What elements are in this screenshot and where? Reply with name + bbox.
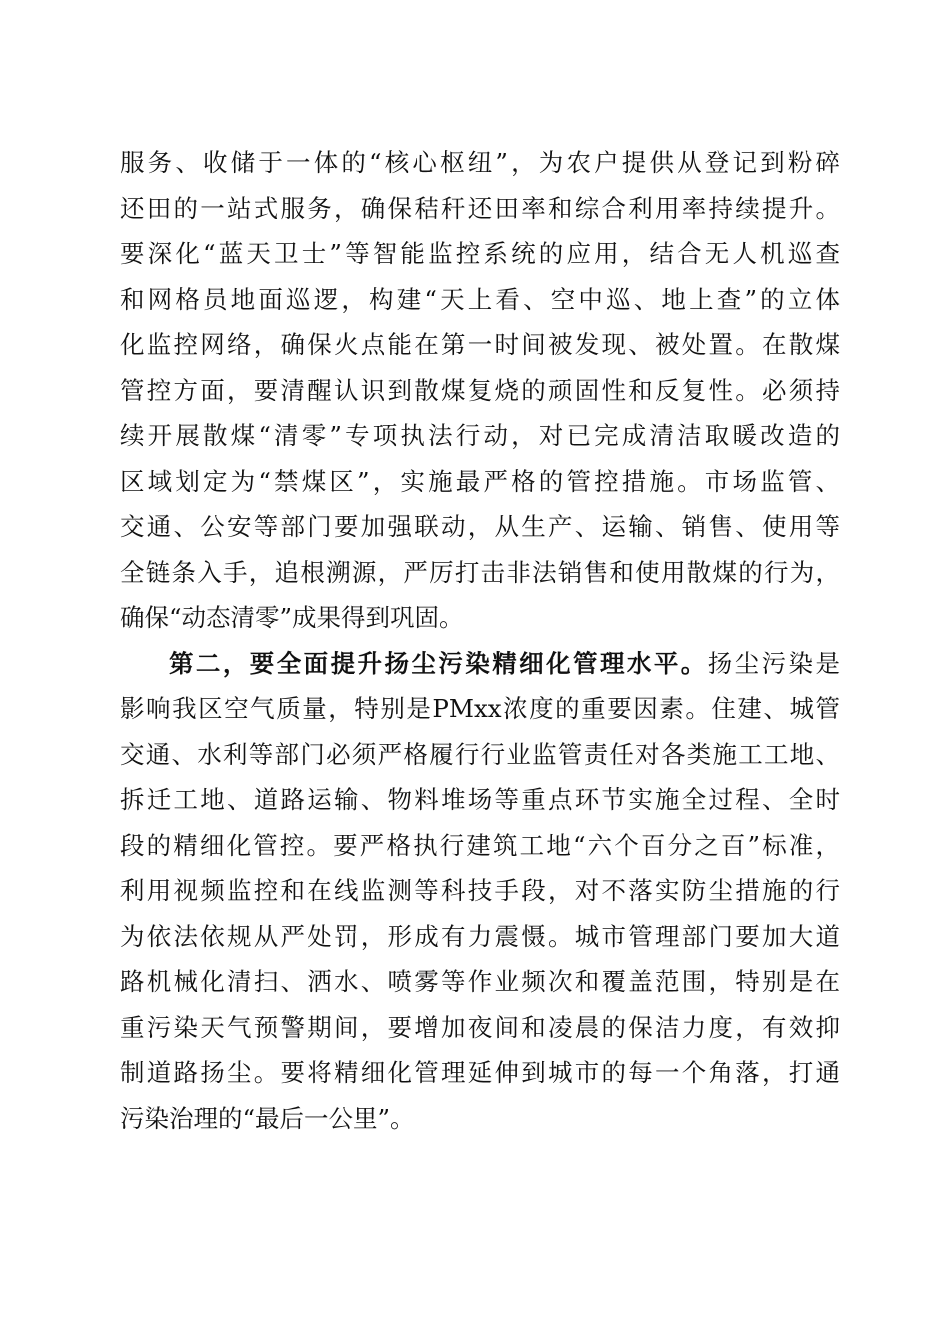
text-line: 还田的一站式服务，确保秸秆还田率和综合利用率持续提升。: [120, 193, 840, 223]
body-text: [120, 140, 840, 1141]
text-line-continuation: 扬尘污染是: [707, 648, 840, 678]
text-line: 拆迁工地、道路运输、物料堆场等重点环节实施全过程、全时: [120, 785, 840, 814]
text-line: 段的精细化管控。要严格执行建筑工地“六个百分之百”标准，: [120, 830, 840, 860]
text-line: 全链条入手，追根溯源，严厉打击非法销售和使用散煤的行为，: [120, 557, 840, 587]
text-line: 管控方面，要清醒认识到散煤复烧的顽固性和反复性。必须持: [120, 375, 840, 405]
text-line: 确保“动态清零”成果得到巩固。: [120, 603, 464, 632]
text-line: 重污染天气预警期间，要增加夜间和凌晨的保洁力度，有效抑: [120, 1012, 840, 1042]
text-line-first: [120, 641, 840, 687]
text-line: 和网格员地面巡逻，构建“天上看、空中巡、地上查”的立体: [120, 284, 840, 314]
paragraph-2: [120, 641, 840, 1142]
text-line: 影响我区空气质量，特别是PMxx浓度的重要因素。住建、城管: [120, 694, 840, 723]
paragraph-1: [120, 140, 840, 641]
text-line: 路机械化清扫、洒水、喷雾等作业频次和覆盖范围，特别是在: [120, 967, 840, 996]
text-line: 污染治理的“最后一公里”。: [120, 1103, 415, 1133]
text-line: 为依法依规从严处罚，形成有力震慑。城市管理部门要加大道: [120, 921, 840, 951]
text-line: 交通、公安等部门要加强联动，从生产、运输、销售、使用等: [120, 512, 840, 541]
text-line: 服务、收储于一体的“核心枢纽”，为农户提供从登记到粉碎: [120, 148, 840, 177]
text-line: 要深化“蓝天卫士”等智能监控系统的应用，结合无人机巡查: [120, 239, 840, 268]
section-lead-sentence: 第二，要全面提升扬尘污染精细化管理水平。: [169, 648, 708, 678]
text-line: 制道路扬尘。要将精细化管理延伸到城市的每一个角落，打通: [120, 1058, 840, 1087]
text-line: 区域划定为“禁煤区”，实施最严格的管控措施。市场监管、: [120, 466, 840, 496]
text-line: 交通、水利等部门必须严格履行行业监管责任对各类施工工地、: [120, 739, 840, 769]
text-line: 化监控网络，确保火点能在第一时间被发现、被处置。在散煤: [120, 330, 840, 359]
text-line: 利用视频监控和在线监测等科技手段，对不落实防尘措施的行: [120, 876, 840, 905]
text-line: 续开展散煤“清零”专项执法行动，对已完成清洁取暖改造的: [120, 421, 840, 450]
